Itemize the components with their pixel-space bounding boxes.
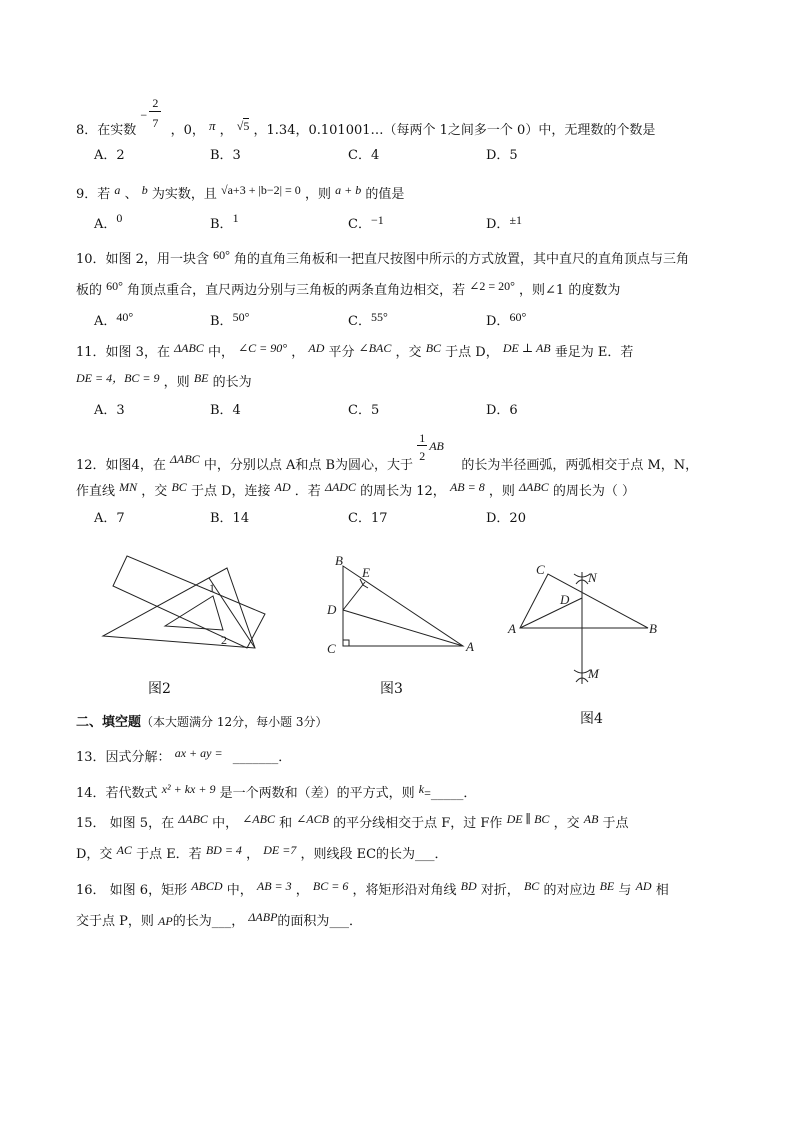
q10-angle2: ∠2 = 20°: [469, 279, 515, 293]
q8-option-a: A．2: [94, 148, 125, 163]
question-8-line: [76, 96, 656, 140]
fig3-right-angle-c: [343, 640, 349, 646]
q15-line2-c: ，: [246, 847, 260, 862]
q12-line2-g: 的周长为（ ）: [552, 484, 636, 499]
fig4-caption: 图4: [580, 711, 603, 727]
q12-line2-e: 的周长为 12，: [360, 484, 446, 499]
fig4-triangle-abc: [520, 574, 648, 628]
q8-comma2: ，: [219, 123, 233, 138]
q16-line2-d: 的面积为: [277, 914, 330, 929]
q16-line2-b: 的长为: [172, 914, 212, 929]
fig4-label-b: B: [649, 621, 657, 636]
q10-option-b-label: B．: [210, 314, 233, 329]
q11-line1-d: 平分: [328, 345, 355, 360]
q14-k: k: [418, 782, 425, 796]
q12-line2-a: 作直线: [76, 484, 116, 499]
figure-4: [500, 560, 680, 690]
q9-option-b-value: 1: [232, 211, 239, 225]
q11-line1-b: 中，: [207, 345, 234, 360]
fig3-perp-de: [343, 582, 365, 610]
q15-end: ．: [434, 847, 448, 862]
fig4-label-c: C: [536, 562, 545, 577]
q10-option-d: [486, 312, 526, 331]
q16-end: ．: [348, 914, 362, 929]
q16-line1-a: 16． 如图 6，矩形: [76, 883, 188, 898]
q12-tri-adc: ΔADC: [324, 480, 356, 494]
q9-option-d-value: ±1: [509, 213, 523, 227]
q11-be: BE: [193, 371, 209, 385]
q12-half-num: 1: [419, 431, 426, 445]
figure-3: [325, 552, 485, 662]
q9-a: a: [114, 183, 121, 197]
q14-end: ．: [463, 786, 477, 801]
q11-angle-bac: ∠BAC: [358, 341, 392, 355]
q12-line2-b: ，交: [141, 484, 168, 499]
section-2-title: 二、填空题: [76, 715, 142, 730]
fig3-label-a: A: [466, 639, 474, 654]
q16-ap: AP: [158, 914, 173, 928]
q15-bd: BD = 4: [205, 843, 242, 857]
q11-line2-c: 的长为: [212, 375, 252, 390]
figure-2: [95, 548, 285, 658]
q16-line1-b: 中，: [226, 883, 253, 898]
q11-given: DE = 4，BC = 9: [76, 371, 160, 385]
q14-expr: x² + kx + 9: [161, 782, 216, 796]
q16-line1-e: 对折，: [480, 883, 520, 898]
q15-line1-a: 15． 如图 5，在: [76, 816, 175, 831]
q15-line2-d: ，则线段 EC的长为: [300, 847, 416, 862]
q16-line1-f: 的对应边: [543, 883, 596, 898]
q13-blank: _______: [232, 750, 279, 765]
q16-tri-abp: ΔABP: [248, 910, 278, 924]
q9-expr: a + b: [335, 183, 362, 197]
q9-mid: 为实数，且: [151, 187, 217, 202]
question-11-line1: [76, 343, 633, 362]
question-13-line: [76, 748, 291, 767]
q16-line1-c: ，: [295, 883, 309, 898]
q11-option-c: C．5: [348, 403, 380, 418]
q10-angle60-b: 60°: [106, 279, 123, 293]
q11-angle-c: ∠C = 90°: [238, 341, 288, 355]
q8-frac-bar: [149, 111, 161, 112]
q9-option-d-label: D．: [486, 217, 510, 232]
fig3-triangle-abc: [343, 566, 463, 646]
q9-option-b-label: B．: [210, 217, 233, 232]
q15-angle-abc: ∠ABC: [242, 812, 275, 826]
q15-blank: ___: [415, 847, 435, 862]
q11-bc: BC: [425, 341, 442, 355]
q8-frac-num: 2: [152, 96, 159, 110]
q9-equation: √a+3 + |b−2| = 0: [221, 183, 301, 197]
fig4-label-a: A: [508, 621, 516, 636]
q16-be: BE: [599, 879, 615, 893]
question-10-line2: [76, 281, 620, 300]
q8-option-b: B．3: [210, 148, 241, 163]
q11-line1-a: 11．如图 3，在: [76, 345, 170, 360]
q10-option-a: [94, 312, 133, 331]
question-11-line2: [76, 373, 252, 392]
section-2-heading: [76, 713, 328, 732]
q12-option-c: C．17: [348, 511, 388, 526]
q11-option-b: B．4: [210, 403, 241, 418]
q12-half-ab: [417, 431, 457, 469]
q16-ad: AD: [635, 879, 652, 893]
q16-line2-a: 交于点 P，则: [76, 914, 154, 929]
fig2-label-2: 2: [221, 633, 227, 647]
q16-blank2: ___: [329, 914, 349, 929]
q15-angle-acb: ∠ACB: [296, 812, 329, 826]
q9-suffix: ，则: [304, 187, 331, 202]
q8-comma1: ，0，: [170, 123, 205, 138]
question-10-line1: [76, 250, 689, 269]
q15-and: 和: [279, 816, 293, 831]
q16-line1-g: 与: [618, 883, 632, 898]
q9-option-b: [210, 211, 239, 234]
q12-line1-c: 的长为半径画弧，两弧相交于点 M，N，: [461, 458, 699, 473]
fig3-label-e: E: [362, 565, 370, 580]
q10-option-c-label: C．: [348, 314, 371, 329]
q10-line2-a: 板的: [76, 283, 103, 298]
q9-prefix: 9．若: [76, 187, 111, 202]
q15-line2-b: 于点 E．若: [136, 847, 202, 862]
q8-sqrt-sign: √: [236, 119, 244, 133]
q16-line1-h: 相: [655, 883, 669, 898]
question-12-line1: [76, 431, 699, 475]
question-15-line2: [76, 845, 448, 864]
q15-line1-d: ，交: [553, 816, 580, 831]
fig4-label-n: N: [588, 570, 597, 585]
question-16-line1: [76, 881, 669, 900]
q16-line2-c: ，: [231, 914, 245, 929]
q9-option-c: [348, 215, 384, 234]
q10-angle60: 60°: [213, 248, 230, 262]
q10-line1-a: 10．如图 2，用一块含: [76, 252, 209, 267]
q9-option-c-label: C．: [348, 217, 371, 232]
q10-option-b: [210, 312, 249, 331]
question-9-line: [76, 185, 404, 204]
question-16-line2: [76, 912, 362, 931]
q10-option-a-label: A．: [94, 314, 117, 329]
q12-option-d: D．20: [486, 511, 526, 526]
q10-line2-c: ，则∠1 的度数为: [519, 283, 621, 298]
q8-fraction: [140, 96, 166, 134]
q12-line2-f: ，则: [488, 484, 515, 499]
q16-blank1: ___: [211, 914, 232, 929]
q15-triangle: ΔABC: [178, 812, 208, 826]
q10-option-c: [348, 312, 388, 331]
q12-ab8: AB = 8: [449, 480, 485, 494]
q8-pi: π: [208, 118, 216, 133]
q8-prefix: 8．在实数: [76, 123, 137, 138]
q14-eq: =: [424, 786, 431, 800]
q11-line1-f: 于点 D，: [445, 345, 499, 360]
q15-line1-c: 的平分线相交于点 F，过 F作: [333, 816, 503, 831]
q8-option-d: D．5: [486, 148, 518, 163]
q14-text: 14．若代数式: [76, 786, 158, 801]
q11-line2-b: ，则: [163, 375, 190, 390]
q10-option-b-value: 50°: [232, 310, 250, 324]
q12-half-den: 2: [419, 449, 426, 463]
q16-bc: BC: [523, 879, 540, 893]
q11-line1-e: ，交: [395, 345, 422, 360]
q15-de: DE =7: [263, 843, 297, 857]
q12-line1-b: 中，分别以点 A和点 B为圆心，大于: [203, 458, 414, 473]
q8-sqrt-value: 5: [243, 119, 250, 133]
q8-rest: ，1.34，0.101001…（每两个 1之间多一个 0）中，无理数的个数是: [253, 123, 656, 138]
q10-line1-b: 角的直角三角板和一把直尺按图中所示的方式放置，其中直尺的直角顶点与三角: [234, 252, 690, 267]
q15-parallel: DE ∥ BC: [506, 812, 550, 826]
q15-line1-b: 中，: [212, 816, 239, 831]
q9-option-c-value: −1: [370, 213, 384, 227]
fig2-ruler-outer: [113, 556, 265, 648]
section-2-note: （本大题满分 12分，每小题 3分）: [141, 715, 328, 729]
q11-option-d: D．6: [486, 403, 518, 418]
q12-mn: MN: [119, 480, 138, 494]
fig3-label-c: C: [327, 641, 336, 656]
fig4-label-m: M: [588, 666, 599, 681]
q10-line2-b: 角顶点重合，直尺两边分别与三角板的两条直角边相交，若: [127, 283, 466, 298]
q13-expr: ax + ay =: [174, 746, 223, 760]
q11-perp: DE ⊥ AB: [502, 341, 551, 355]
q16-bd: BD: [460, 879, 477, 893]
question-12-line2: [76, 482, 635, 501]
q12-triangle: ΔABC: [169, 452, 200, 466]
q16-rect: ABCD: [191, 879, 223, 893]
q12-line1-a: 12．如图4，在: [76, 458, 166, 473]
q12-bc: BC: [171, 480, 187, 494]
q9-option-a-label: A．: [94, 217, 117, 232]
q15-line1-e: 于点: [602, 816, 629, 831]
q10-option-d-value: 60°: [509, 310, 527, 324]
q12-tri-abc: ΔABC: [519, 480, 549, 494]
q8-frac-sign: −: [140, 108, 148, 122]
fig2-triangle-inner: [165, 596, 223, 630]
fig4-segment-ad: [520, 598, 582, 628]
q12-option-b: B．14: [210, 511, 250, 526]
q12-line2-d: ．若: [294, 484, 321, 499]
fig3-label-d: D: [327, 602, 337, 617]
q14-blank: _____: [430, 786, 464, 801]
q15-ab: AB: [583, 812, 599, 826]
fig2-ruler-edge: [209, 578, 255, 648]
fig2-label-1: 1: [209, 581, 215, 595]
q10-option-a-value: 40°: [116, 310, 134, 324]
q11-ad: AD: [308, 341, 325, 355]
q11-line1-g: 垂足为 E．若: [554, 345, 634, 360]
q16-line1-d: ，将矩形沿对角线: [352, 883, 457, 898]
q9-end: 的值是: [365, 187, 405, 202]
q8-frac-den: 7: [152, 116, 159, 130]
fig2-triangle-outer: [103, 568, 255, 648]
fig3-caption: 图3: [380, 681, 403, 697]
fig2-caption: 图2: [148, 681, 171, 697]
q11-triangle: ΔABC: [174, 341, 204, 355]
q11-line1-c: ，: [291, 345, 305, 360]
question-14-line: [76, 784, 476, 803]
q9-option-d: [486, 215, 522, 234]
q11-option-a: A．3: [94, 403, 125, 418]
q8-sqrt: [237, 119, 250, 134]
q16-bc6: BC = 6: [312, 879, 349, 893]
q13-text: 13．因式分解：: [76, 750, 171, 765]
q9-sep: 、: [124, 187, 138, 202]
q9-option-a: [94, 211, 123, 234]
q13-end: ．: [278, 750, 292, 765]
q12-option-a: A．7: [94, 511, 125, 526]
fig3-label-b: B: [335, 553, 343, 568]
q12-ad: AD: [274, 480, 291, 494]
q9-b: b: [141, 183, 148, 197]
q12-line2-c: 于点 D，连接: [190, 484, 271, 499]
q15-ac: AC: [116, 843, 132, 857]
q10-option-d-label: D．: [486, 314, 510, 329]
fig4-label-d: D: [560, 592, 570, 607]
q8-option-c: C．4: [348, 148, 380, 163]
q15-line2-a: D，交: [76, 847, 113, 862]
q12-ab: AB: [429, 439, 444, 453]
q16-ab3: AB = 3: [256, 879, 292, 893]
q9-option-a-value: 0: [116, 211, 123, 225]
fig3-bisector-ad: [343, 610, 463, 646]
question-15-line1: [76, 814, 629, 833]
q14-mid: 是一个两数和（差）的平方式，则: [219, 786, 415, 801]
q12-half-bar: [417, 445, 427, 446]
q10-option-c-value: 55°: [370, 310, 388, 324]
